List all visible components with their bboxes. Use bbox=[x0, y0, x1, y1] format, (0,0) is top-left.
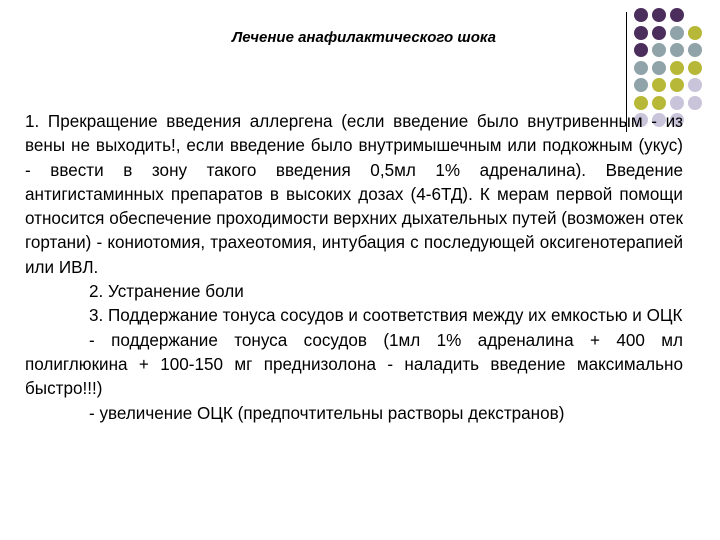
paragraph-2: 2. Устранение боли bbox=[89, 282, 244, 302]
decorative-dot bbox=[634, 61, 648, 75]
decorative-dot bbox=[634, 43, 648, 57]
paragraph-1: 1. Прекращение введения аллергена (если введение было внутривенным - из вены не выходить!, если введение было внутримышечным или подкожным (укус) - ввести в зону такого введения 0,5мл 1% адреналина). Введение антигистаминных препаратов в высоких дозах (4-6ТД). К мерам первой помощи относится обеспечение проходимости верхних дыхательных путей (возможен отек гортани) - кониотомия, трахеотомия, интубация с последующей оксигенотерапией или ИВЛ. bbox=[25, 112, 683, 277]
decorative-dot bbox=[688, 43, 702, 57]
decorative-dot bbox=[634, 8, 648, 22]
paragraph-5: - увеличение ОЦК (предпочтительны растворы декстранов) bbox=[89, 403, 565, 423]
decorative-dot bbox=[652, 61, 666, 75]
decorative-dot bbox=[634, 78, 648, 92]
decorative-dot bbox=[670, 78, 684, 92]
decorative-dot bbox=[670, 8, 684, 22]
decorative-dot bbox=[688, 26, 702, 40]
decorative-dot bbox=[652, 8, 666, 22]
decorative-dot bbox=[670, 96, 684, 110]
decorative-dot bbox=[688, 61, 702, 75]
slide-body bbox=[25, 110, 683, 426]
decorative-dot bbox=[652, 26, 666, 40]
decorative-dot bbox=[670, 43, 684, 57]
decorative-dot bbox=[634, 26, 648, 40]
paragraph-4: - поддержание тонуса сосудов (1мл 1% адреналина + 400 мл полиглюкина + 100-150 мг преднизолона - наладить введение максимально быстро!!!) bbox=[25, 330, 683, 399]
decorative-dot bbox=[652, 78, 666, 92]
slide-title: Лечение анафилактического шока bbox=[232, 29, 497, 46]
decorative-dot bbox=[652, 43, 666, 57]
decorative-dot bbox=[688, 78, 702, 92]
decorative-dot bbox=[652, 96, 666, 110]
decorative-dot bbox=[670, 26, 684, 40]
decorative-dot bbox=[670, 61, 684, 75]
decorative-dot bbox=[688, 96, 702, 110]
decorative-dot bbox=[634, 96, 648, 110]
paragraph-3: 3. Поддержание тонуса сосудов и соответствия между их емкостью и ОЦК bbox=[89, 306, 683, 326]
